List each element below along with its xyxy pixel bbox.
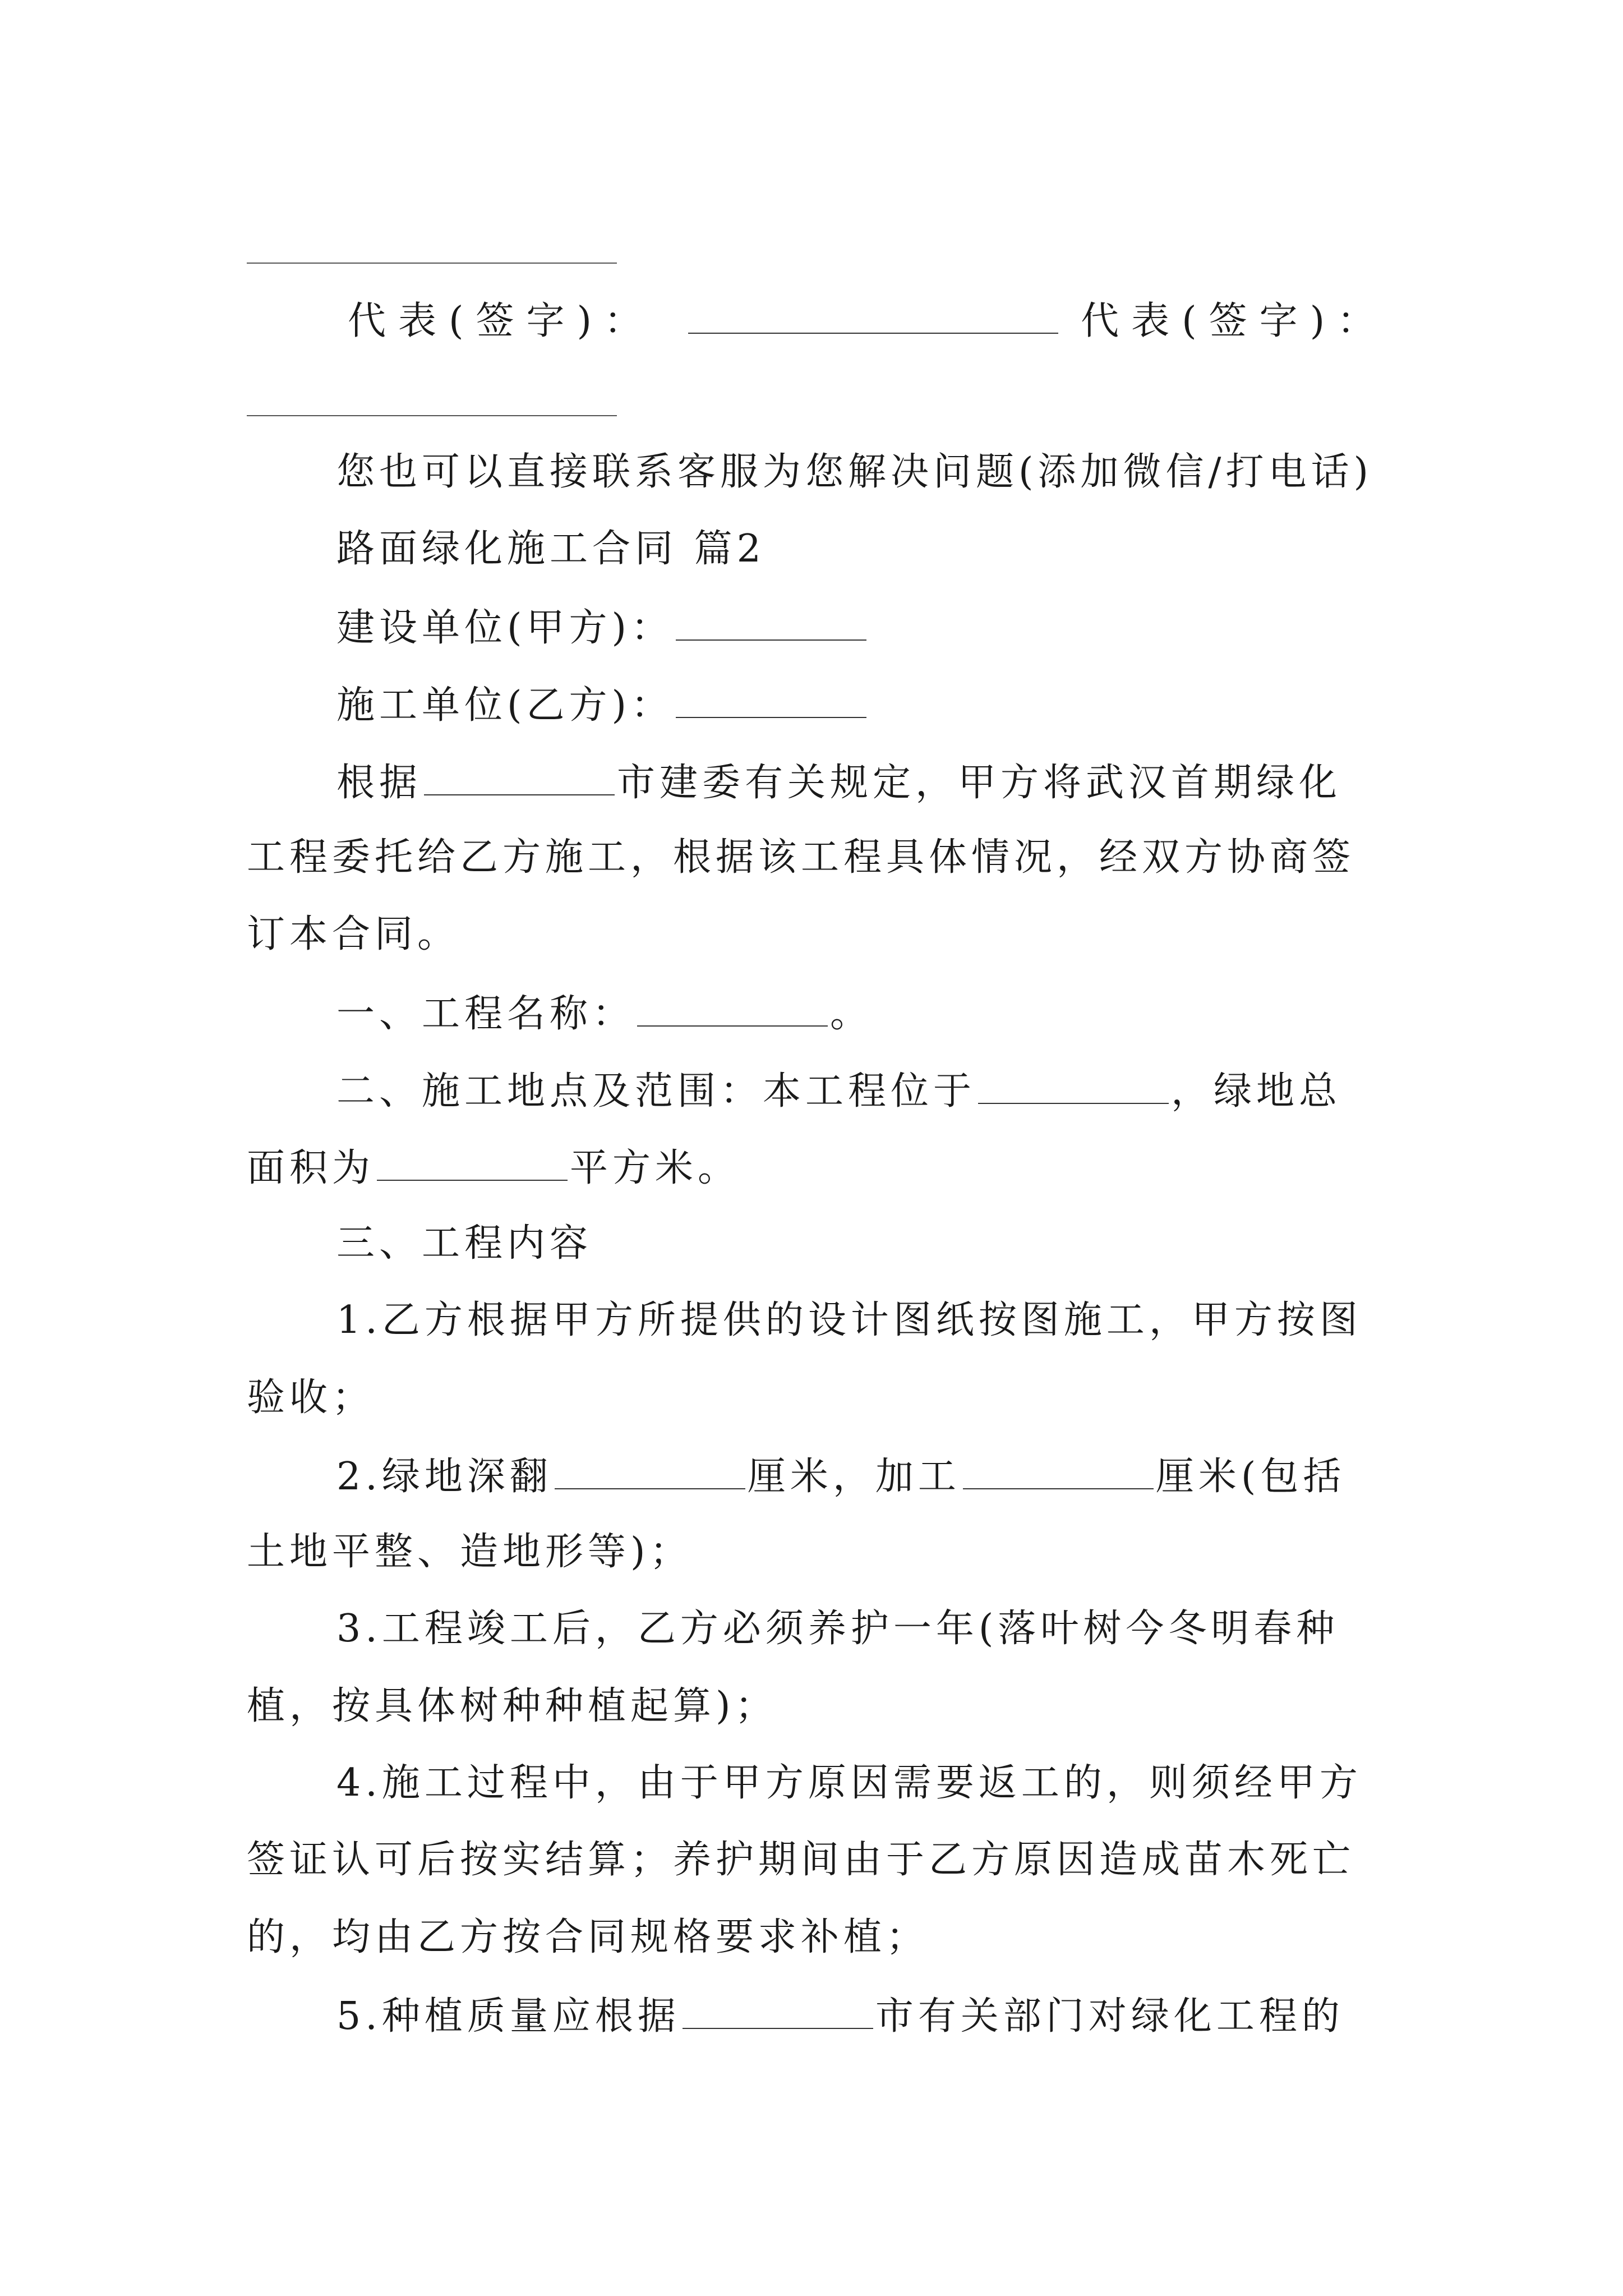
section-3-title: 三、工程内容 <box>336 1221 593 1266</box>
section-2-line-2 <box>247 1147 740 1188</box>
party-b-blank <box>676 684 866 718</box>
signature-line <box>247 263 617 264</box>
contact-note: 您也可以直接联系客服为您解决问题(添加微信/打电话) <box>336 450 1373 494</box>
item-4-line-3: 的，均由乙方按合同规格要求补植； <box>247 1915 929 1959</box>
party-a-label: 建设单位(甲方)： <box>336 606 674 650</box>
representative-label-right: 代表(签字)： <box>1081 299 1388 343</box>
section-2-text: 平方米。 <box>570 1146 741 1190</box>
item-1-line-2: 验收； <box>247 1375 375 1420</box>
intro-line-1 <box>336 761 1342 805</box>
section-1 <box>336 992 873 1036</box>
item-5-text: 市有关部门对绿化工程的 <box>875 1994 1344 2039</box>
item-2-line-2: 土地平整、造地形等)； <box>247 1530 693 1574</box>
item-1-line-1: 1.乙方根据甲方所提供的设计图纸按图施工，甲方按图 <box>336 1298 1362 1342</box>
item-3-line-1: 3.工程竣工后，乙方必须养护一年(落叶树今冬明春种 <box>336 1607 1339 1651</box>
section-1-label: 一、工程名称： <box>336 992 635 1036</box>
section-2-label: 二、施工地点及范围：本工程位于 <box>336 1069 976 1114</box>
item-2-text: 2.绿地深翻 <box>336 1455 552 1499</box>
item-2-text: 厘米，加工 <box>747 1455 961 1499</box>
representative-label-left: 代表(签字)： <box>348 299 655 343</box>
depth-blank <box>555 1456 745 1489</box>
item-5-text: 5.种植质量应根据 <box>336 1994 680 2039</box>
signature-line <box>247 415 617 416</box>
processing-blank <box>963 1456 1154 1489</box>
intro-text: 根据 <box>336 761 422 805</box>
project-name-blank <box>637 993 828 1027</box>
signature-row <box>348 300 1387 341</box>
section-2-text: ，绿地总 <box>1171 1069 1342 1114</box>
item-2-line-1 <box>336 1455 1346 1499</box>
location-blank <box>978 1070 1169 1104</box>
item-5-line-1 <box>336 1994 1344 2039</box>
area-blank <box>377 1147 568 1181</box>
item-4-line-1: 4.施工过程中，由于甲方原因需要返工的，则须经甲方 <box>336 1761 1362 1805</box>
intro-line-3: 订本合同。 <box>247 912 460 956</box>
party-a-row <box>336 606 869 650</box>
item-2-text: 厘米(包括 <box>1155 1455 1346 1499</box>
party-b-row <box>336 683 869 728</box>
contract-title: 路面绿化施工合同 篇2 <box>336 527 766 571</box>
party-b-label: 施工单位(乙方)： <box>336 683 674 728</box>
section-2-line-1 <box>336 1069 1342 1114</box>
standard-city-blank <box>683 1995 873 2029</box>
section-1-end: 。 <box>830 992 873 1036</box>
city-blank <box>424 762 615 795</box>
intro-line-2: 工程委托给乙方施工，根据该工程具体情况，经双方协商签 <box>247 835 1355 880</box>
section-2-text: 面积为 <box>247 1146 375 1190</box>
item-3-line-2: 植，按具体树种种植起算)； <box>247 1684 778 1728</box>
intro-text: 市建委有关规定，甲方将武汉首期绿化 <box>617 761 1342 805</box>
party-a-blank <box>676 607 866 641</box>
item-4-line-2: 签证认可后按实结算；养护期间由于乙方原因造成苗木死亡 <box>247 1838 1355 1882</box>
signature-blank <box>688 300 1058 334</box>
